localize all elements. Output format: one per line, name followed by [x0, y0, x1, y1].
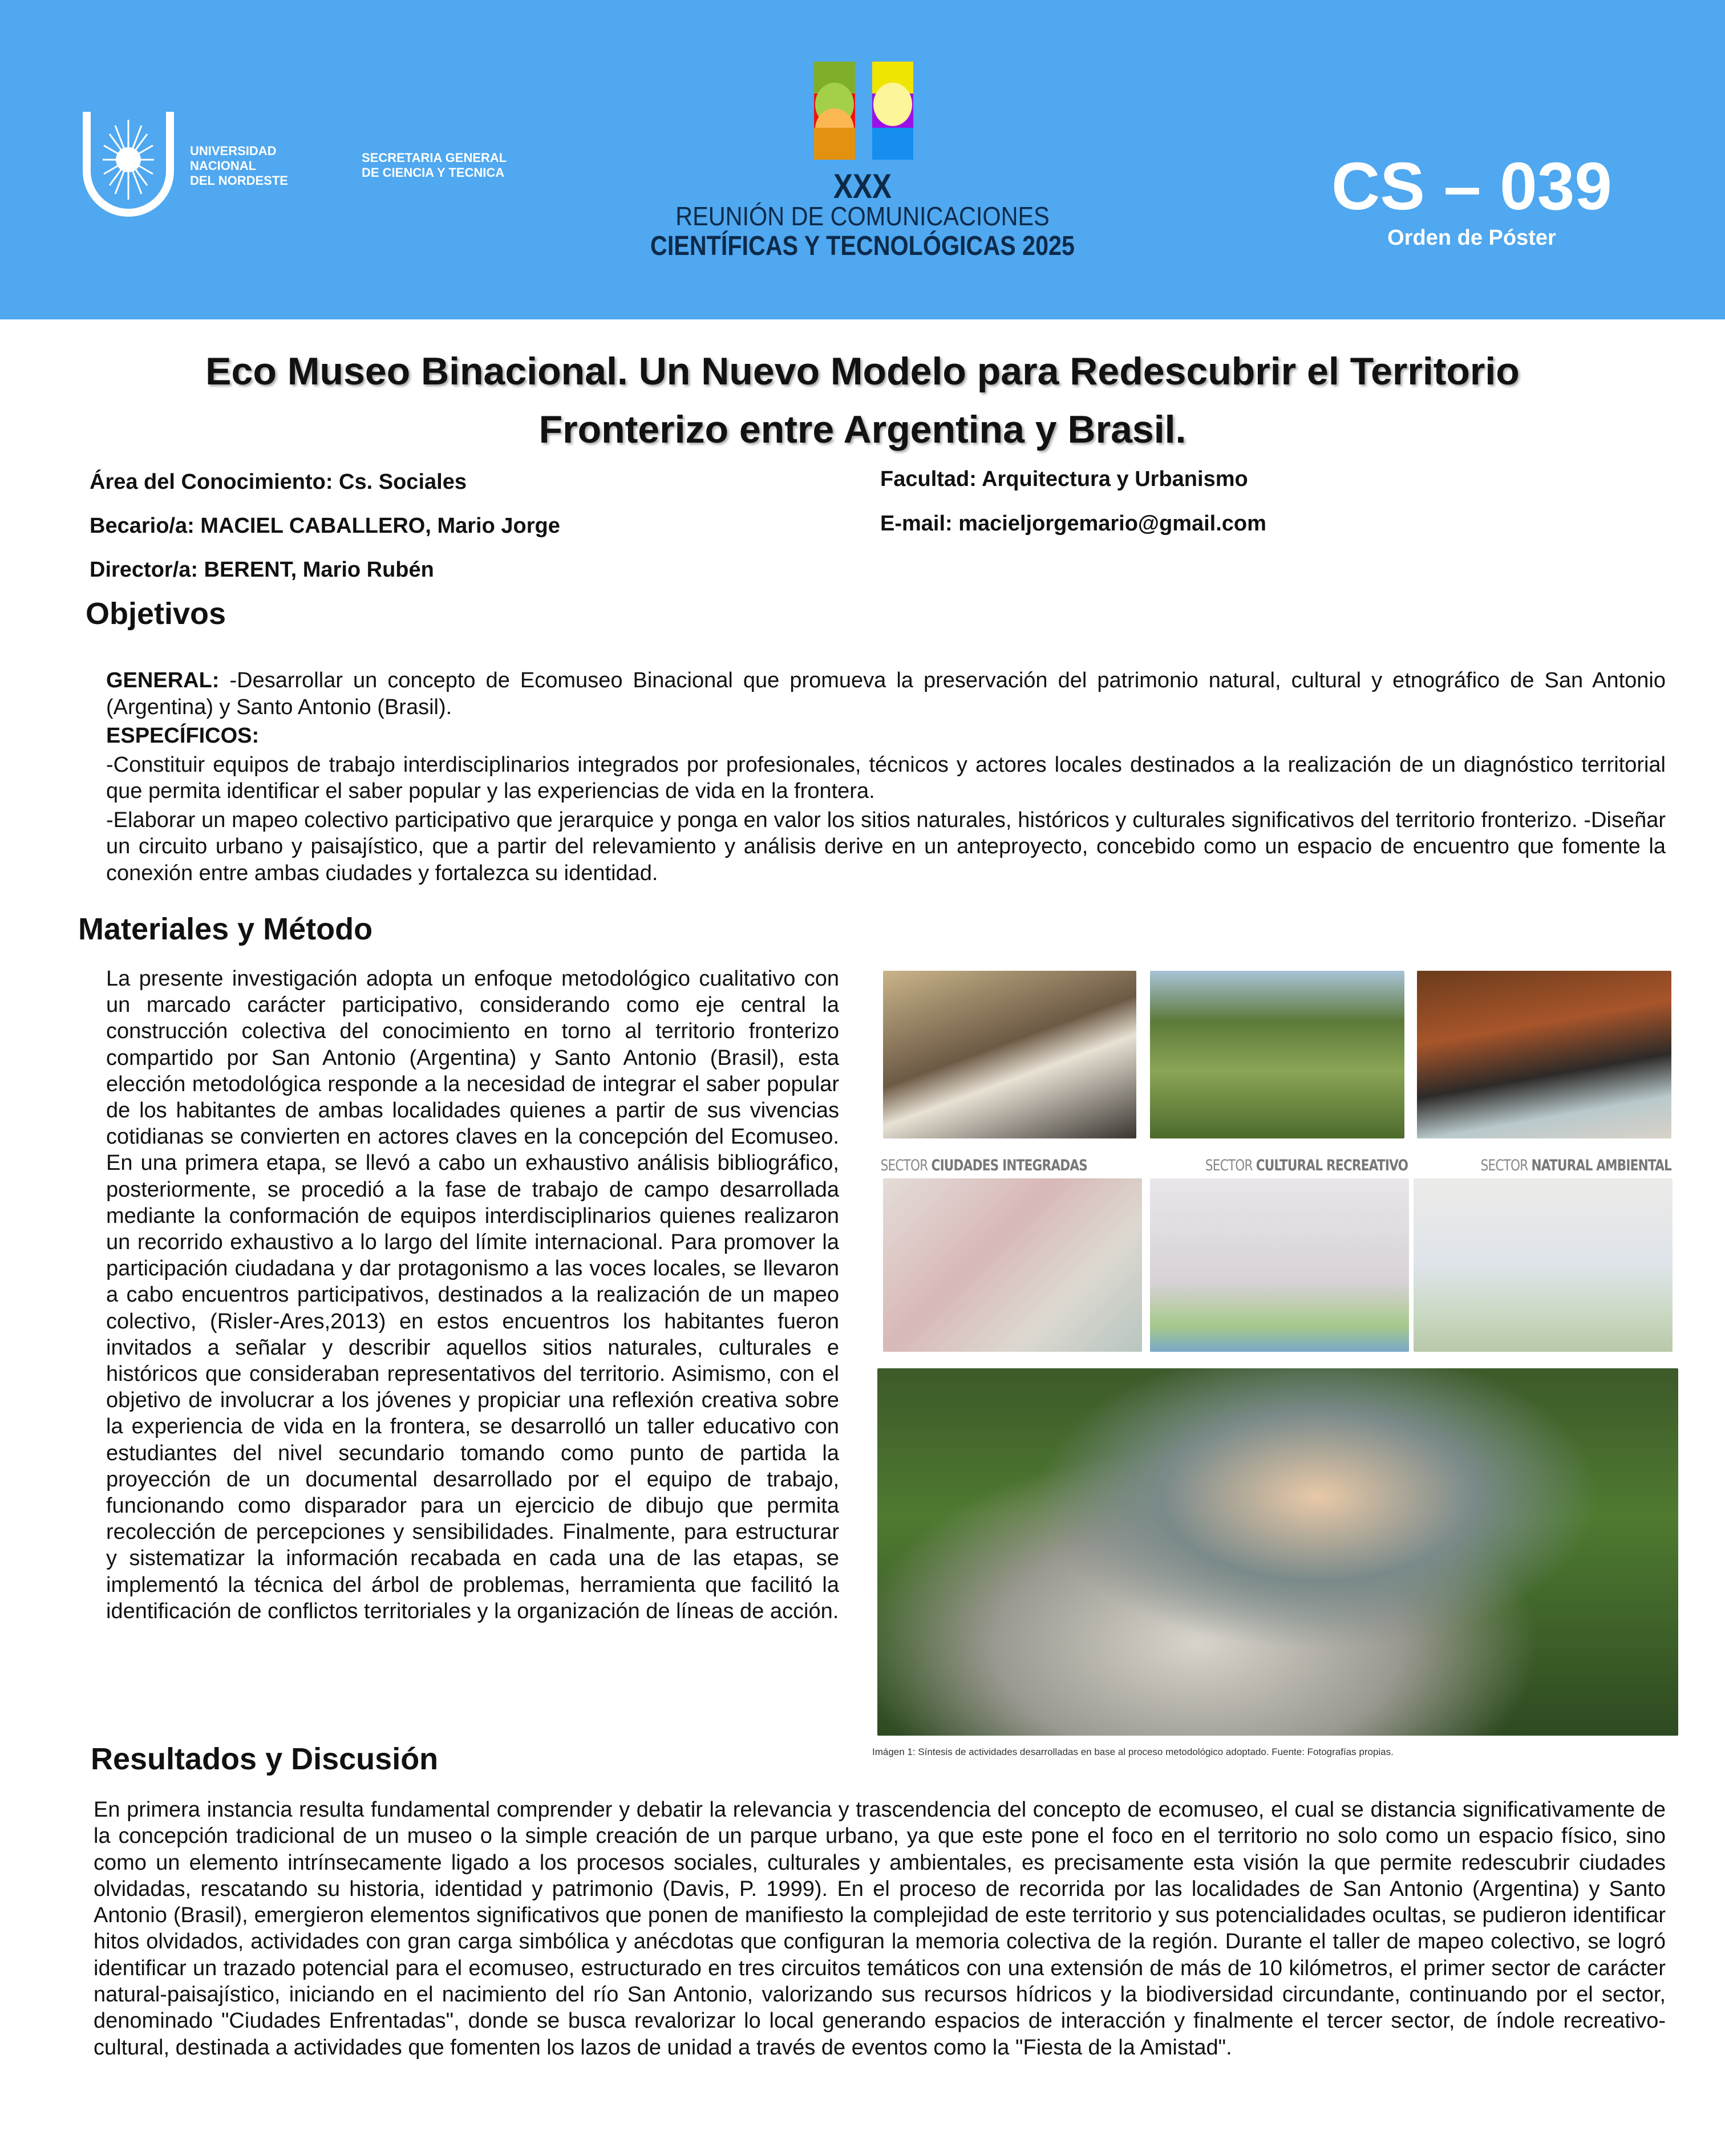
becario: Becario/a: MACIEL CABALLERO, Mario Jorge: [90, 514, 560, 538]
drawing-ciudades-integradas: [883, 1178, 1142, 1352]
materiales-text: La presente investigación adopta un enfoque metodológico cualitativo con un marcado carácter participativo, considerando como eje central la construcción colectiva del conocimiento en torno al territorio fronterizo compartido por San Antonio (Argentina) y Santo Antonio (Brasil), esta elección metodológica responde a la necesidad de integrar el saber popular de los habitantes de ambas localidades quienes a partir de sus vivencias cotidianas se convierten en actores claves en la concepción del Ecomuseo. En una primera etapa, se llevó a cabo un exhaustivo análisis bibliográfico, posteriormente, se procedió a la fase de trabajo de campo desarrollada mediante la conformación de equipos interdisciplinarios quienes realizaron un recorrido exhaustivo a lo largo del límite internacional. Para promover la participación ciudadana y dar protagonismo a las voces locales, se llevaron a cabo encuentros participativos, destinados a la realización de un mapeo colectivo, (Risler-Ares,2013) en estos encuentros los habitantes fueron invitados a señalar y describir aquellos sitios naturales, culturales e históricos que consideraban representativos del territorio. Asimismo, con el objetivo de involucrar a los jóvenes y propiciar una reflexión creativa sobre la experiencia de vida en la frontera, se desarrolló un taller educativo con estudiantes del nivel secundario tomando como punto de partida la proyección de un documental desarrollado por el equipo de trabajo, funcionando como disparador para un ejercicio de dibujo que permita recolección de percepciones y sensibilidades. Finalmente, para estructurar y sistematizar la información recabada en cada una de las etapas, se implementó la técnica del árbol de problemas, herramienta que facilitó la identificación de conflictos territoriales y la organización de líneas de acción.: [106, 967, 839, 1623]
sector-label: SECTOR NATURAL AMBIENTAL: [1480, 1157, 1671, 1174]
especificos-label: [106, 723, 1666, 749]
university-line: UNIVERSIDAD: [190, 144, 277, 158]
photo-workshop: [1417, 971, 1671, 1138]
area-conocimiento: Área del Conocimiento: Cs. Sociales: [90, 470, 467, 494]
objetivo-especifico: -Elaborar un mapeo colectivo participativo que jerarquice y ponga en valor los sitios naturales, históricos y culturales significativos del territorio fronterizo. -Diseñar un circuito urbano y paisajístico, que a partir del relevamiento y análisis derive en un anteproyecto, concebido como un espacio de encuentro que fomente la conexión entre ambas ciudades y fortalezca su identidad.: [106, 808, 1666, 885]
objetivo-especifico: -Constituir equipos de trabajo interdisciplinarios integrados por profesionales, técnicos y actores locales destinados a la realización de un diagnóstico territorial que permita identificar el saber popular y las experiencias de vida en la frontera.: [106, 752, 1666, 803]
photo-meeting-table: [883, 971, 1136, 1138]
objetivo-general: [106, 667, 1666, 720]
materiales-heading: Materiales y Método: [78, 912, 373, 946]
poster-code-label: Orden de Póster: [1387, 226, 1556, 250]
sector-label: SECTOR CIUDADES INTEGRADAS: [880, 1157, 1087, 1174]
resultados-heading: Resultados y Discusión: [91, 1742, 439, 1776]
conference-title-line1: REUNIÓN DE COMUNICACIONES: [675, 201, 1050, 231]
conference-edition: XXX: [833, 167, 892, 205]
ecomuseum-render: [877, 1368, 1678, 1736]
poster-title: [68, 342, 1657, 459]
especificos-label-text: ESPECÍFICOS:: [106, 724, 260, 748]
conference-logo-icon: [814, 62, 914, 160]
poster-code: CS – 039: [1331, 149, 1612, 224]
general-text: -Desarrollar un concepto de Ecomuseo Binacional que promueva la preservación del patrimonio natural, cultural y etnográfico de San Antonio (Argentina) y Santo Antonio (Brasil).: [106, 668, 1666, 719]
drawing-cultural-recreativo: [1150, 1178, 1409, 1352]
university-line: DEL NORDESTE: [190, 173, 288, 188]
photo-field-walk: [1150, 971, 1404, 1138]
sector-label: SECTOR CULTURAL RECREATIVO: [1205, 1157, 1408, 1174]
objetivos-heading: Objetivos: [86, 597, 226, 631]
drawing-natural-ambiental: [1414, 1178, 1673, 1352]
secretaria-line: SECRETARIA GENERAL: [362, 151, 507, 165]
poster-header: [0, 0, 1725, 319]
conference-title-line2: CIENTÍFICAS Y TECNOLÓGICAS 2025: [650, 231, 1075, 261]
title-line: Eco Museo Binacional. Un Nuevo Modelo para Redescubrir el Territorio: [205, 350, 1520, 393]
resultados-text: En primera instancia resulta fundamental comprender y debatir la relevancia y trascendencia del concepto de ecomuseo, el cual se distancia significativamente de la concepción tradicional de un museo o la simple creación de un parque urbano, ya que este pone el foco en el territorio no solo como un espacio físico, sino como un elemento intrínsecamente ligado a los procesos sociales, culturales y ambientales, es precisamente esta visión la que permite redescubrir ciudades olvidadas, rescatando su historia, identidad y patrimonio (Davis, P. 1999). En el proceso de recorrida por las localidades de San Antonio (Argentina) y Santo Antonio (Brasil), emergieron elementos significativos que ponen de manifiesto la complejidad de este territorio y sus potencialidades ocultas, se pudieron identificar hitos olvidados, actividades con gran carga simbólica y anécdotas que configuran la memoria colectiva de la región. Durante el taller de mapeo colectivo, se logró identificar un trazado potencial para el ecomuseo, estructurado en tres circuitos temáticos con una extensión de más de 10 kilómetros, el primer sector de carácter natural-paisajístico, iniciando en el nacimiento del río San Antonio, valorizando sus recursos hídricos y la biodiversidad circundante, continuando por el sector, denominado "Ciudades Enfrentadas", donde se busca revalorizar lo local generando espacios de interacción y finalmente el tercer sector, de índole recreativo-cultural, destinada a actividades que fomenten los lazos de unidad a través de eventos como la "Fiesta de la Amistad".: [94, 1798, 1666, 2060]
secretaria-line: DE CIENCIA Y TECNICA: [362, 165, 505, 180]
title-line: Fronterizo entre Argentina y Brasil.: [538, 408, 1187, 451]
unne-logo-icon: [80, 108, 177, 222]
facultad: Facultad: Arquitectura y Urbanismo: [880, 467, 1248, 491]
figure-caption: Imágen 1: Síntesis de actividades desarrolladas en base al proceso metodológico adoptado. Fuente: Fotografías propias.: [872, 1746, 1394, 1757]
objetivos-text: [106, 667, 1666, 889]
general-label: GENERAL:: [106, 668, 220, 692]
director: Director/a: BERENT, Mario Rubén: [90, 558, 434, 582]
university-line: NACIONAL: [190, 159, 257, 173]
secretaria-name: [362, 151, 507, 180]
email: E-mail: macieljorgemario@gmail.com: [880, 512, 1266, 536]
university-name: [190, 144, 288, 188]
